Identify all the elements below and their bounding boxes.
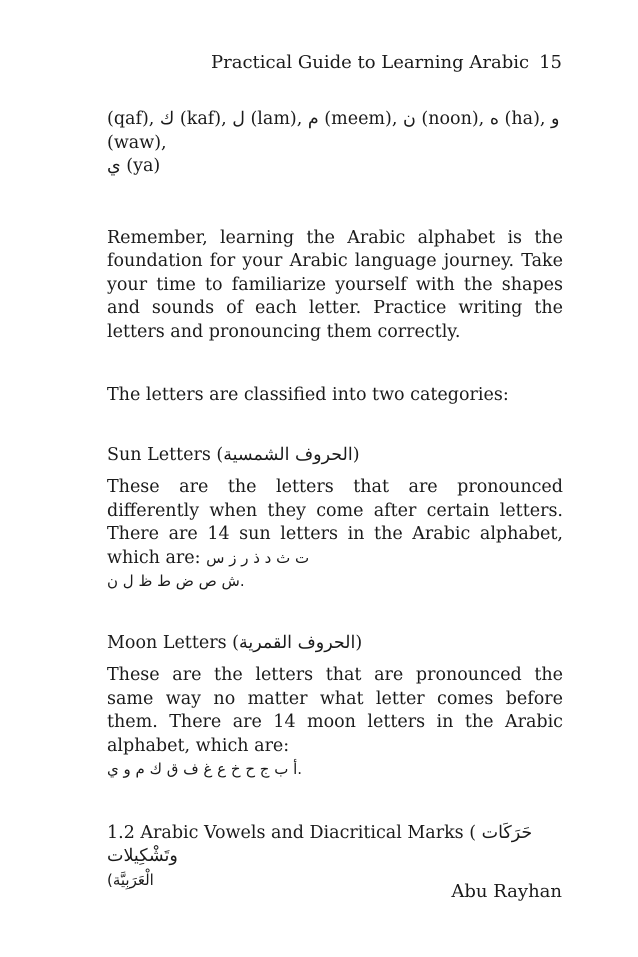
sun-letters-heading: Sun Letters (الحروف الشمسية) bbox=[107, 444, 360, 465]
page-content bbox=[107, 108, 563, 892]
author-footer: Abu Rayhan bbox=[451, 881, 562, 902]
section-heading-line-2: (الْعَرَبِيَّة bbox=[107, 870, 154, 889]
sun-letters-description: These are the letters that are pronounced differently when they come after certain letters. There are 14 sun letters in the Arabic alphabet, which are: bbox=[107, 477, 563, 568]
book-title: Practical Guide to Learning Arabic bbox=[211, 52, 530, 73]
continued-letter-line-2: ي (ya) bbox=[107, 156, 161, 176]
sun-letters-paragraph bbox=[107, 476, 563, 594]
page-number: 15 bbox=[539, 52, 562, 73]
running-header bbox=[211, 52, 562, 73]
section-heading-line-1: 1.2 Arabic Vowels and Diacritical Marks ( حَرَكَات وتَشْكِيلات bbox=[107, 822, 533, 866]
moon-letters-heading: Moon Letters (الحروف القمرية) bbox=[107, 632, 363, 653]
remember-paragraph: Remember, learning the Arabic alphabet is the foundation for your Arabic language journey. Take your time to familiarize yourself with the shapes and sounds of each letter. Practice writing the letters and pronouncing them correctly. bbox=[107, 227, 563, 342]
sun-letters-list-part-1: ت ث د ذ ر ز س bbox=[206, 548, 310, 567]
sun-letters-list-part-2: ش ص ض ط ظ ل ن. bbox=[107, 572, 245, 590]
continued-letter-list bbox=[107, 108, 563, 179]
moon-letters-list: أ ب ج ح خ ع غ ف ق ك م و ي. bbox=[107, 760, 303, 778]
moon-letters-paragraph bbox=[107, 664, 563, 782]
continued-letter-line-1: (qaf), ك (kaf), ل (lam), م (meem), ن (noon), ه (ha), و (waw), bbox=[107, 109, 560, 153]
classification-intro: The letters are classified into two categories: bbox=[107, 385, 509, 405]
moon-letters-description: These are the letters that are pronounced the same way no matter what letter comes before them. There are 14 moon letters in the Arabic alphabet, which are: bbox=[107, 665, 563, 756]
